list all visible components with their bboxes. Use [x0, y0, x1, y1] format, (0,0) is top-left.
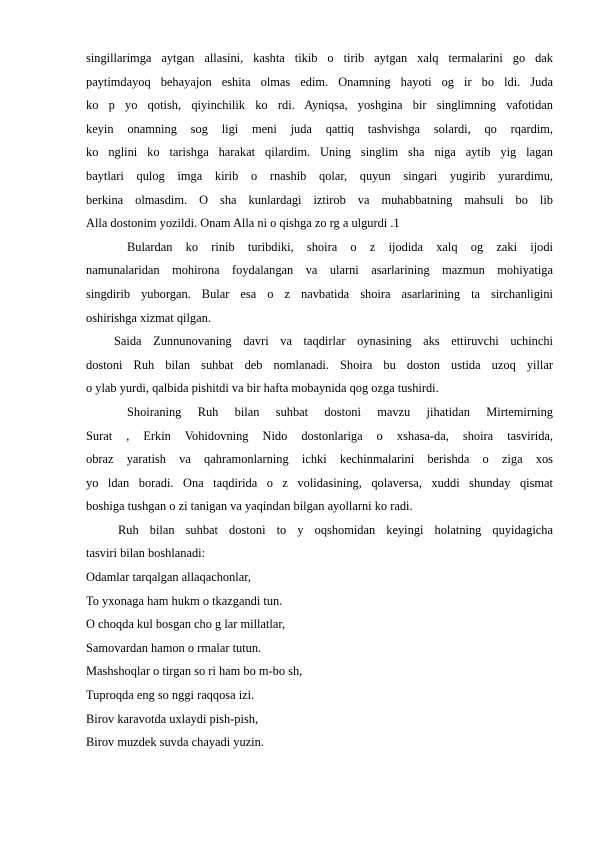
text-line: oshirishga xizmat qilgan.	[86, 310, 211, 325]
verse-line: O choqda kul bosgan cho g lar millatlar,	[86, 617, 286, 632]
page-body	[86, 47, 553, 755]
verse-line: Mashshoqlar o tirgan so ri ham bo m-bo sh,	[86, 664, 303, 679]
verse-line: Tuproqda eng so nggi raqqosa izi.	[86, 688, 255, 703]
paragraph-first-line: Ruh bilan suhbat dostoni to y oqshomidan keyingi holatning quyidagicha	[118, 522, 553, 537]
text-line: ko nglini ko tarishga harakat qilardim. Uning singlim sha niga aytib yig lagan	[86, 145, 553, 160]
verse-line: Birov muzdek suvda chayadi yuzin.	[86, 735, 264, 750]
text-line: dostoni Ruh bilan suhbat deb nomlanadi. Shoira bu doston ustida uzoq yillar	[86, 357, 553, 372]
text-line: keyin onamning sog ligi meni juda qattiq tashvishga solardi, qo rqardim,	[86, 121, 553, 136]
text-line: singillarimga aytgan allasini, kashta tikib o tirib aytgan xalq termalarini go dak	[86, 51, 553, 65]
paragraph-first-line: Bulardan ko rinib turibdiki, shoira o z ijodida xalq og zaki ijodi	[127, 239, 553, 254]
text-line: singdirib yuborgan. Bular esa o z navbatida shoira asarlarining ta sirchanligini	[86, 286, 553, 301]
text-line: ko p yo qotish, qiyinchilik ko rdi. Ayniqsa, yoshgina bir singlimning vafotidan	[86, 98, 553, 113]
text-line: o ylab yurdi, qalbida pishitdi va bir hafta mobaynida qog ozga tushirdi.	[86, 381, 439, 396]
text-line: berkina olmasdim. O sha kunlardagi iztirob va muhabbatning mahsuli bo lib	[86, 192, 553, 207]
text-line: yo ldan boradi. Ona taqdirida o z volidasining, qolaversa, xuddi shunday qismat	[86, 475, 553, 490]
text-line: namunalaridan mohirona foydalangan va ularni asarlarining mazmun mohiyatiga	[86, 263, 553, 278]
text-line: Surat , Erkin Vohidovning Nido dostonlariga o xshasa-da, shoira tasvirida,	[86, 428, 553, 443]
text-line: boshiga tushgan o zi tanigan va yaqindan bilgan ayollarni ko radi.	[86, 499, 413, 514]
paragraph-first-line: Shoiraning Ruh bilan suhbat dostoni mavzu jihatidan Mirtemirning	[127, 404, 553, 419]
text-line: baytlari qulog imga kirib o rnashib qolar, quyun singari yugirib yurardimu,	[86, 168, 553, 183]
text-line: Alla dostonim yozildi. Onam Alla ni o qishga zo rg a ulgurdi .1	[86, 216, 400, 231]
text-line: paytimdayoq behayajon eshita olmas edim. Onamning hayoti og ir bo ldi. Juda	[86, 74, 553, 89]
text-line: tasviri bilan boshlanadi:	[86, 546, 206, 561]
verse-line: Odamlar tarqalgan allaqachonlar,	[86, 570, 251, 585]
verse-line: To yxonaga ham hukm o tkazgandi tun.	[86, 593, 283, 608]
verse-line: Samovardan hamon o rmalar tutun.	[86, 640, 262, 655]
verse-line: Birov karavotda uxlaydi pish-pish,	[86, 711, 259, 726]
paragraph-first-line: Saida Zunnunovaning davri va taqdirlar oynasining aks ettiruvchi uchinchi	[114, 334, 553, 349]
text-line: obraz yaratish va qahramonlarning ichki kechinmalarini berishda o ziga xos	[86, 452, 553, 467]
